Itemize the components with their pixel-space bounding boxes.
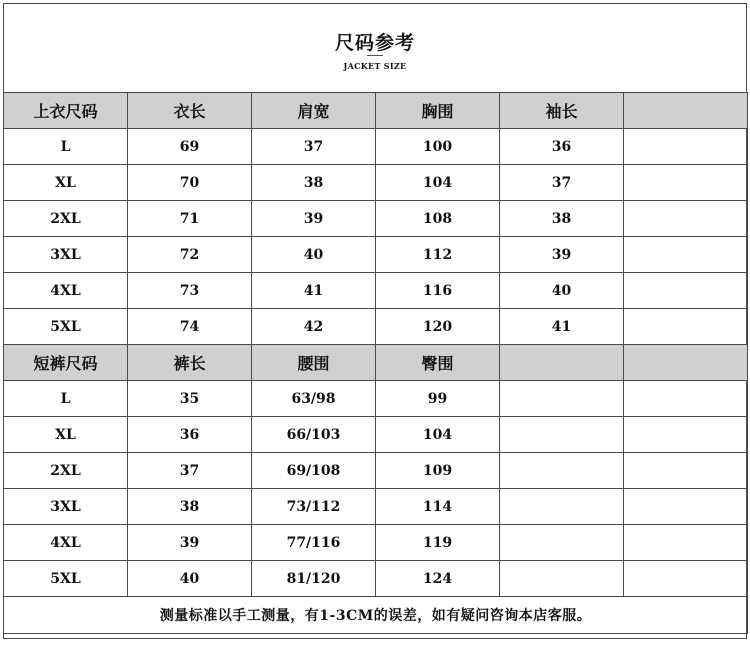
jacket-header-sleeve: 袖长 xyxy=(500,93,624,129)
shorts-cell: 38 xyxy=(128,489,252,525)
note-row xyxy=(4,597,748,634)
shorts-cell: 114 xyxy=(376,489,500,525)
jacket-cell: L xyxy=(4,129,128,165)
shorts-cell: L xyxy=(4,381,128,417)
shorts-cell: 104 xyxy=(376,417,500,453)
shorts-cell: 73/112 xyxy=(252,489,376,525)
jacket-cell: 38 xyxy=(252,165,376,201)
jacket-cell: 72 xyxy=(128,237,252,273)
shorts-cell: XL xyxy=(4,417,128,453)
jacket-header-shoulder: 肩宽 xyxy=(252,93,376,129)
shorts-header-hip: 臀围 xyxy=(376,345,500,381)
jacket-row xyxy=(4,237,748,273)
title-box xyxy=(3,3,747,92)
shorts-cell: 69/108 xyxy=(252,453,376,489)
shorts-row xyxy=(4,525,748,561)
jacket-cell: 38 xyxy=(500,201,624,237)
jacket-row xyxy=(4,165,748,201)
shorts-cell: 4XL xyxy=(4,525,128,561)
shorts-cell: 77/116 xyxy=(252,525,376,561)
jacket-header-empty xyxy=(624,93,748,129)
jacket-cell: 36 xyxy=(500,129,624,165)
shorts-header-empty xyxy=(500,345,624,381)
jacket-cell xyxy=(624,309,748,345)
jacket-cell: 2XL xyxy=(4,201,128,237)
shorts-cell: 109 xyxy=(376,453,500,489)
jacket-cell xyxy=(624,273,748,309)
shorts-cell: 3XL xyxy=(4,489,128,525)
page-subtitle: JACKET SIZE xyxy=(343,61,407,71)
shorts-cell xyxy=(500,525,624,561)
jacket-header-row xyxy=(4,93,748,129)
page-title: 尺码参考 xyxy=(334,32,415,54)
jacket-cell: 41 xyxy=(500,309,624,345)
jacket-cell: 104 xyxy=(376,165,500,201)
shorts-row xyxy=(4,453,748,489)
shorts-cell xyxy=(624,525,748,561)
jacket-cell: 42 xyxy=(252,309,376,345)
jacket-cell xyxy=(624,129,748,165)
jacket-cell: 5XL xyxy=(4,309,128,345)
jacket-cell: 4XL xyxy=(4,273,128,309)
jacket-cell: 73 xyxy=(128,273,252,309)
shorts-cell: 124 xyxy=(376,561,500,597)
shorts-header-length: 裤长 xyxy=(128,345,252,381)
jacket-cell: 116 xyxy=(376,273,500,309)
jacket-cell: 71 xyxy=(128,201,252,237)
shorts-cell: 39 xyxy=(128,525,252,561)
jacket-cell: 108 xyxy=(376,201,500,237)
measurement-note: 测量标准以手工测量，有1-3CM的误差，如有疑问咨询本店客服。 xyxy=(4,597,748,634)
jacket-row xyxy=(4,273,748,309)
shorts-cell: 81/120 xyxy=(252,561,376,597)
shorts-cell: 40 xyxy=(128,561,252,597)
shorts-cell: 5XL xyxy=(4,561,128,597)
title-divider xyxy=(367,55,383,56)
jacket-cell: 112 xyxy=(376,237,500,273)
jacket-cell: 40 xyxy=(500,273,624,309)
jacket-cell: 40 xyxy=(252,237,376,273)
shorts-cell xyxy=(624,453,748,489)
shorts-row xyxy=(4,381,748,417)
shorts-cell xyxy=(500,453,624,489)
shorts-cell xyxy=(500,561,624,597)
jacket-row xyxy=(4,201,748,237)
shorts-cell: 37 xyxy=(128,453,252,489)
jacket-cell: 70 xyxy=(128,165,252,201)
jacket-cell: 120 xyxy=(376,309,500,345)
shorts-row xyxy=(4,561,748,597)
shorts-cell xyxy=(624,417,748,453)
jacket-cell: 100 xyxy=(376,129,500,165)
jacket-cell: 39 xyxy=(252,201,376,237)
size-table xyxy=(3,92,748,634)
shorts-cell xyxy=(624,561,748,597)
jacket-cell: 69 xyxy=(128,129,252,165)
shorts-cell: 36 xyxy=(128,417,252,453)
jacket-cell: 41 xyxy=(252,273,376,309)
jacket-cell: 37 xyxy=(252,129,376,165)
jacket-header-length: 衣长 xyxy=(128,93,252,129)
jacket-header-chest: 胸围 xyxy=(376,93,500,129)
shorts-cell: 63/98 xyxy=(252,381,376,417)
jacket-cell: 37 xyxy=(500,165,624,201)
shorts-cell xyxy=(500,381,624,417)
shorts-cell xyxy=(500,417,624,453)
jacket-cell xyxy=(624,165,748,201)
jacket-cell: 74 xyxy=(128,309,252,345)
jacket-header-size: 上衣尺码 xyxy=(4,93,128,129)
shorts-header-row xyxy=(4,345,748,381)
jacket-row xyxy=(4,129,748,165)
shorts-cell: 119 xyxy=(376,525,500,561)
shorts-cell: 66/103 xyxy=(252,417,376,453)
shorts-cell xyxy=(624,489,748,525)
jacket-cell: 39 xyxy=(500,237,624,273)
shorts-cell: 35 xyxy=(128,381,252,417)
jacket-cell: XL xyxy=(4,165,128,201)
shorts-header-waist: 腰围 xyxy=(252,345,376,381)
shorts-row xyxy=(4,489,748,525)
jacket-cell xyxy=(624,237,748,273)
jacket-cell: 3XL xyxy=(4,237,128,273)
shorts-cell xyxy=(624,381,748,417)
shorts-cell: 2XL xyxy=(4,453,128,489)
jacket-row xyxy=(4,309,748,345)
shorts-cell xyxy=(500,489,624,525)
shorts-header-empty xyxy=(624,345,748,381)
jacket-cell xyxy=(624,201,748,237)
shorts-cell: 99 xyxy=(376,381,500,417)
shorts-header-size: 短裤尺码 xyxy=(4,345,128,381)
shorts-row xyxy=(4,417,748,453)
